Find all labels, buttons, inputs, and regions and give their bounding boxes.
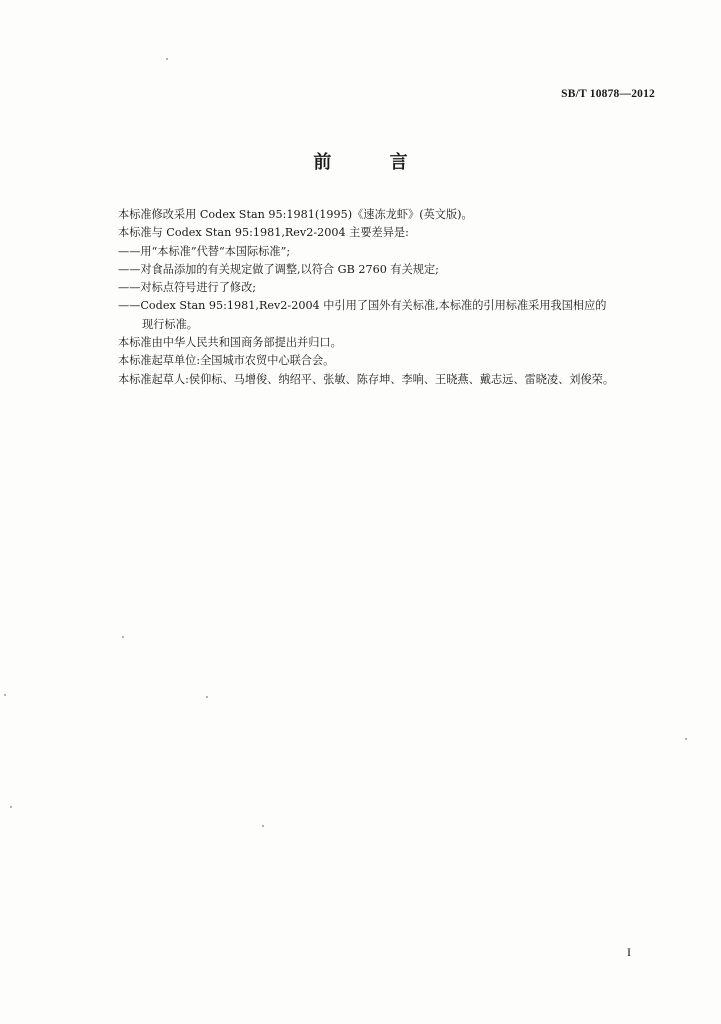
preface-body bbox=[118, 206, 663, 389]
preface-line-diff-4-cont: 现行标准。 bbox=[142, 317, 198, 331]
preface-line-drafters: 本标准起草人:侯仰标、马增俊、纳绍平、张敏、陈存坤、李响、王晓燕、戴志远、雷晓凌、刘俊荣。 bbox=[118, 372, 615, 386]
standard-code: SB/T 10878—2012 bbox=[561, 88, 655, 100]
preface-line-diff-1: ——用“本标准”代替“本国际标准”; bbox=[118, 244, 291, 258]
page-title: 前 言 bbox=[313, 152, 434, 173]
page-number: I bbox=[627, 945, 631, 959]
scan-speck bbox=[4, 694, 6, 696]
preface-line-proposer: 本标准由中华人民共和国商务部提出并归口。 bbox=[118, 336, 342, 350]
preface-line-diff-2: ——对食品添加的有关规定做了调整,以符合 GB 2760 有关规定; bbox=[118, 262, 439, 276]
scan-speck bbox=[685, 738, 687, 740]
preface-line-differences: 本标准与 Codex Stan 95:1981,Rev2-2004 主要差异是: bbox=[118, 226, 409, 240]
scan-speck bbox=[10, 806, 12, 808]
scan-speck bbox=[122, 636, 124, 638]
preface-line-drafting-unit: 本标准起草单位:全国城市农贸中心联合会。 bbox=[118, 354, 335, 368]
preface-line-diff-4: ——Codex Stan 95:1981,Rev2-2004 中引用了国外有关标准,本标准的引用标准采用我国相应的 bbox=[118, 299, 607, 313]
scan-speck bbox=[206, 696, 208, 698]
scan-speck bbox=[166, 58, 168, 60]
preface-line-adoption: 本标准修改采用 Codex Stan 95:1981(1995)《速冻龙虾》(英文版)。 bbox=[118, 208, 473, 221]
preface-line-diff-3: ——对标点符号进行了修改; bbox=[118, 281, 257, 295]
scan-speck bbox=[262, 825, 264, 827]
